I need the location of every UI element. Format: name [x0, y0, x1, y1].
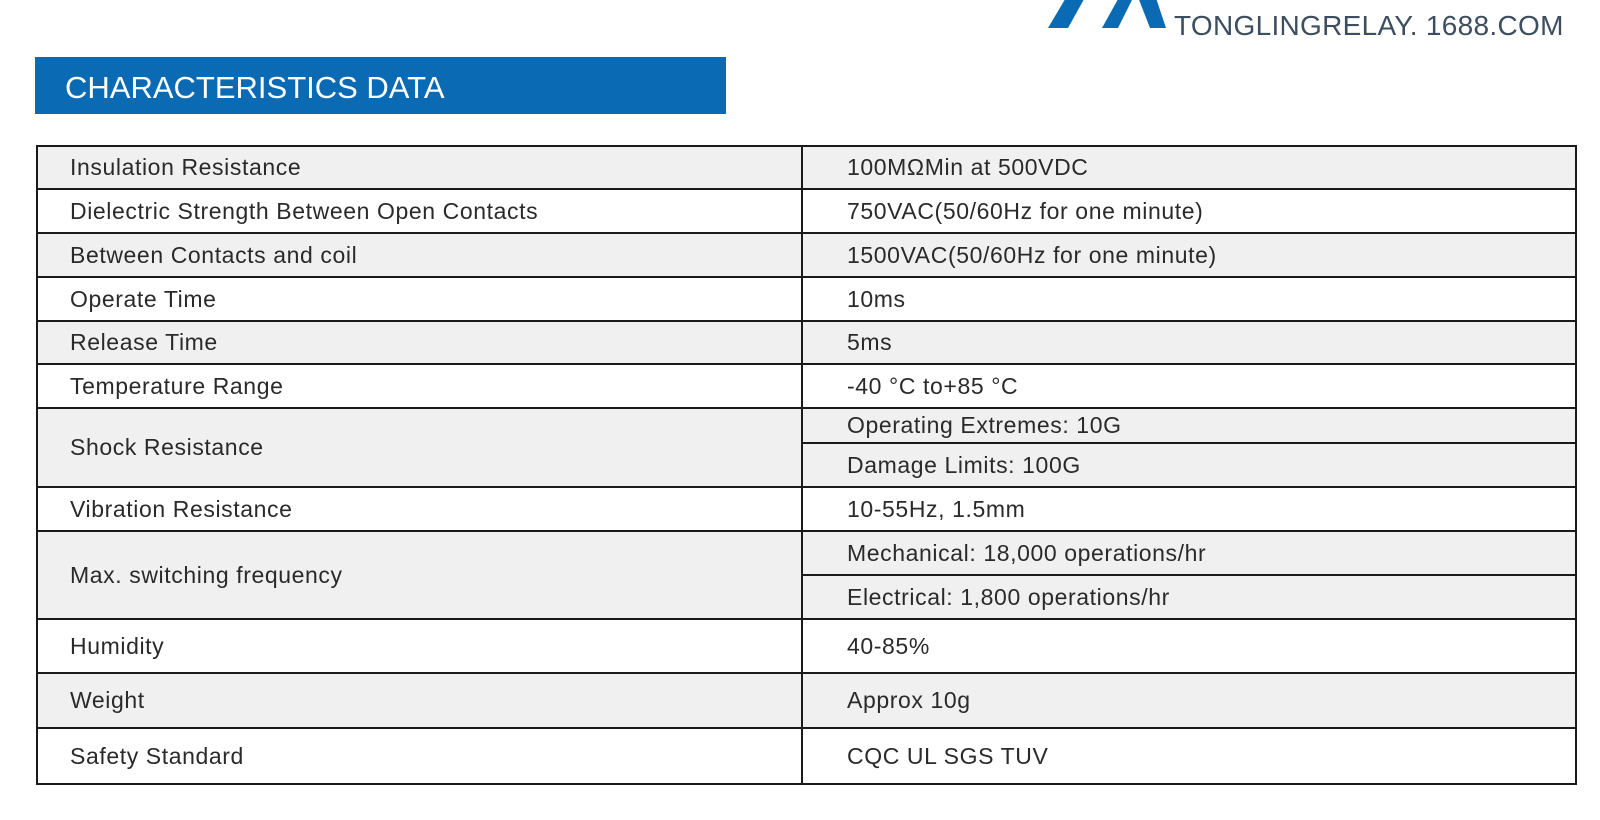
row-label: Insulation Resistance [37, 146, 802, 189]
row-value: Electrical: 1,800 operations/hr [802, 575, 1576, 619]
row-label: Dielectric Strength Between Open Contacts [37, 189, 802, 233]
table-row [37, 277, 1576, 321]
row-label: Operate Time [37, 277, 802, 321]
row-value: 100MΩMin at 500VDC [802, 146, 1576, 189]
brand-website: TONGLINGRELAY. 1688.COM [1174, 10, 1564, 41]
row-value: Operating Extremes: 10G [802, 408, 1576, 443]
row-value: 10-55Hz, 1.5mm [802, 487, 1576, 531]
table-row [37, 619, 1576, 673]
row-value: Approx 10g [802, 673, 1576, 728]
row-value: 750VAC(50/60Hz for one minute) [802, 189, 1576, 233]
row-label: Humidity [37, 619, 802, 673]
table-row [37, 189, 1576, 233]
table-row [37, 408, 1576, 443]
table-row [37, 673, 1576, 728]
row-label: Safety Standard [37, 728, 802, 784]
table-row [37, 487, 1576, 531]
table-row [37, 364, 1576, 408]
row-value: 5ms [802, 321, 1576, 364]
row-value: 1500VAC(50/60Hz for one minute) [802, 233, 1576, 277]
brand-logo-icon [1040, 0, 1170, 40]
characteristics-table [36, 145, 1577, 785]
row-value: CQC UL SGS TUV [802, 728, 1576, 784]
row-label: Shock Resistance [37, 408, 802, 487]
row-value: Damage Limits: 100G [802, 443, 1576, 487]
table-row [37, 233, 1576, 277]
section-title: CHARACTERISTICS DATA [65, 70, 445, 105]
row-label: Max. switching frequency [37, 531, 802, 619]
row-label: Weight [37, 673, 802, 728]
row-value: 40-85% [802, 619, 1576, 673]
row-label: Release Time [37, 321, 802, 364]
table-row [37, 321, 1576, 364]
row-label: Vibration Resistance [37, 487, 802, 531]
table-row [37, 531, 1576, 575]
row-label: Temperature Range [37, 364, 802, 408]
table-row [37, 146, 1576, 189]
section-header-bar [35, 57, 726, 114]
table-row [37, 728, 1576, 784]
row-label: Between Contacts and coil [37, 233, 802, 277]
row-value: 10ms [802, 277, 1576, 321]
row-value: Mechanical: 18,000 operations/hr [802, 531, 1576, 575]
row-value: -40 °C to+85 °C [802, 364, 1576, 408]
